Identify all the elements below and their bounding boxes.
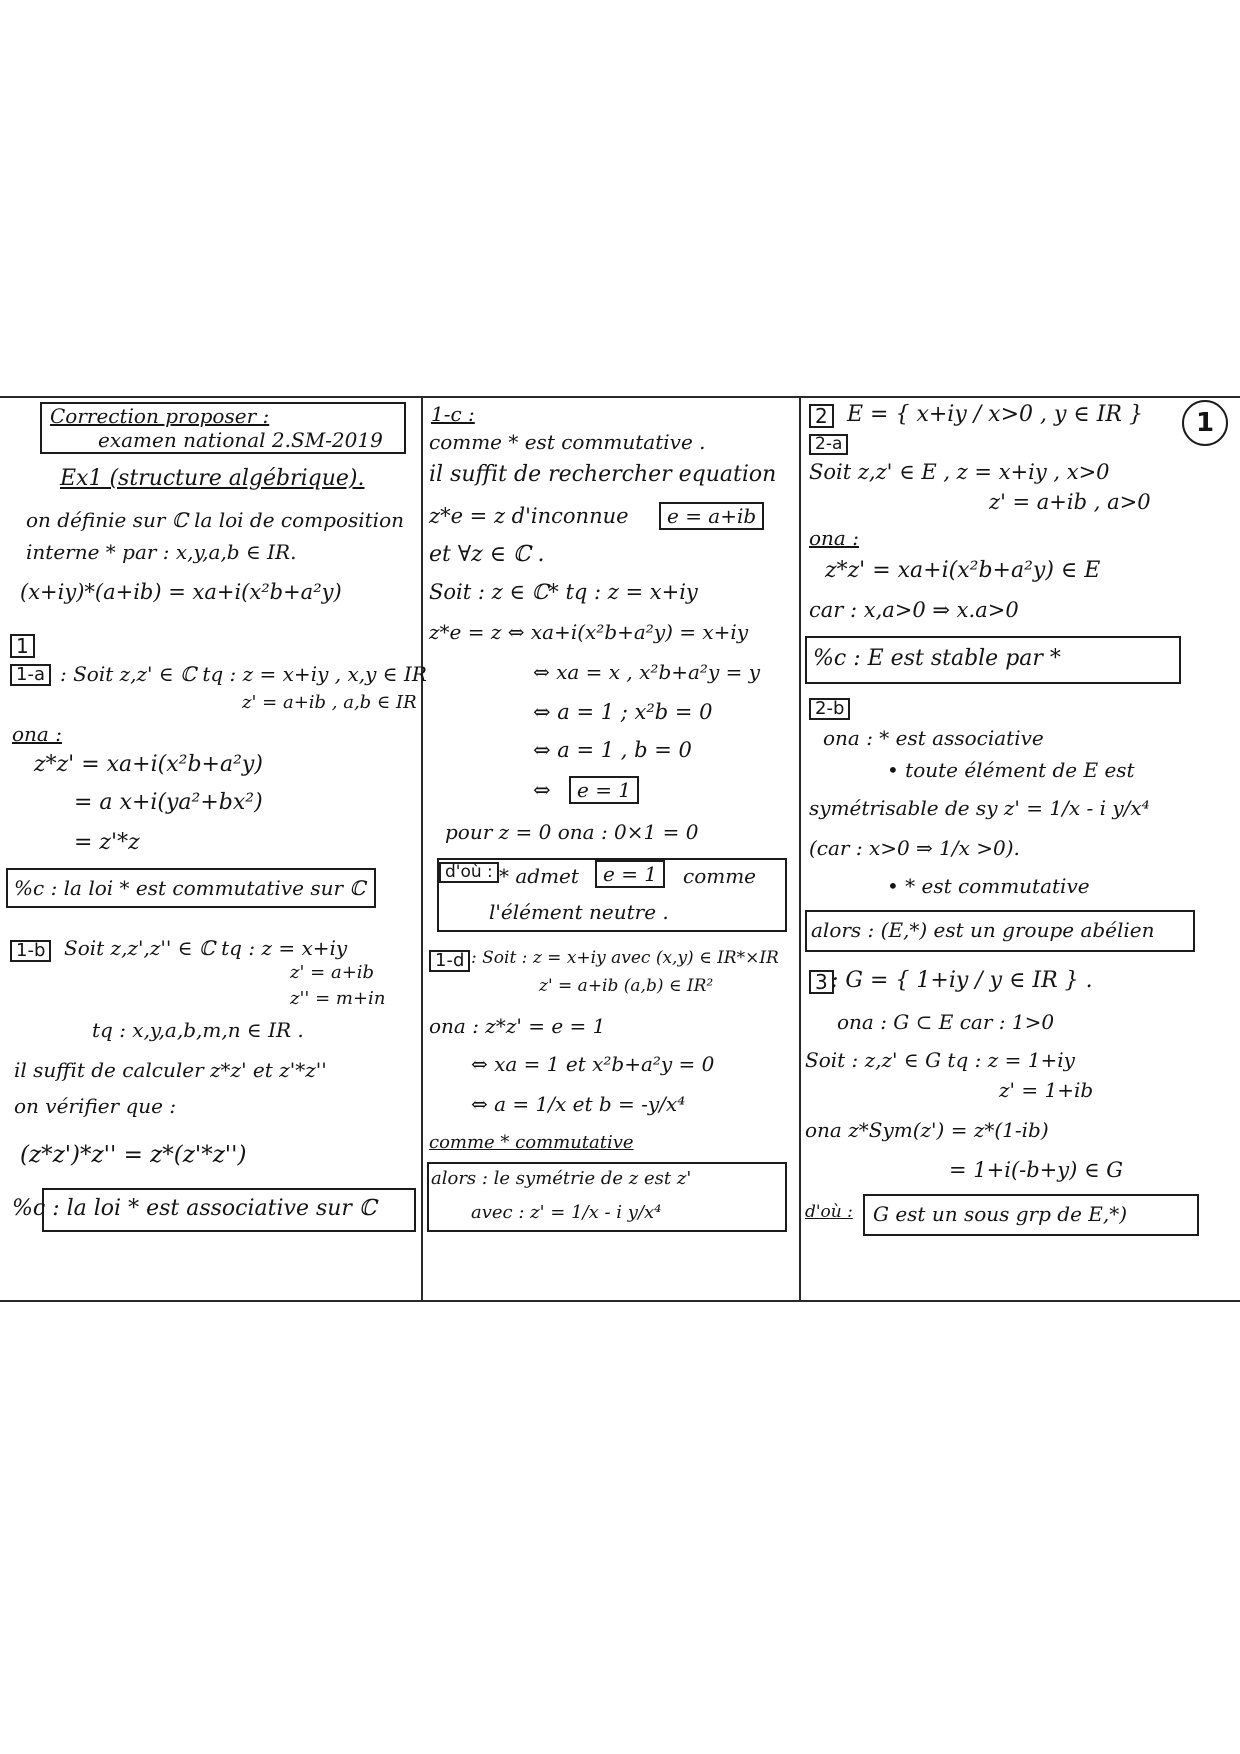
symmetric-step-1: ⇔ xa = 1 et x²b+a²y = 0 [471,1052,715,1076]
equation-inconnue: z*e = z d'inconnue [429,504,629,528]
element-note: • toute élément de E est [887,758,1135,782]
dou-tag-1: d'où : [439,862,499,883]
exam-correction-sheet [0,396,1240,1302]
intro-line-1: on définie sur ℂ la loi de composition [26,508,404,532]
commutative-note: • * est commutative [887,874,1090,898]
neutral-element-form: e = a+ib [659,502,764,530]
question-tag-1d: 1-d [429,950,470,972]
header-line-1: Correction proposer : [50,404,270,428]
calc-line-2: = a x+i(ya²+bx²) [74,790,263,815]
verifier-line: on vérifier que : [14,1094,177,1118]
set-G-definition: : G = { 1+iy / y ∈ IR } . [831,968,1093,993]
car-positive: car : x,a>0 ⇒ x.a>0 [809,598,1019,622]
soit-E-line-2: z' = a+ib , a>0 [989,490,1151,514]
dou-label-right: d'où : [805,1202,853,1222]
soit-G-line-1: Soit : z,z' ∈ G tq : z = 1+iy [805,1048,1075,1072]
ona-label-3: ona : [809,526,859,550]
exercise-title: Ex1 (structure algébrique). [60,466,365,491]
q1b-line-3: z'' = m+in [290,988,386,1009]
associative-note: ona : * est associative [823,726,1044,750]
comme-line: comme * est commutative . [429,430,706,454]
question-tag-1a: 1-a [10,664,51,686]
middle-column [423,398,801,1300]
car-inverse-note: (car : x>0 ⇒ 1/x >0). [809,836,1020,860]
suffit-line: il suffit de calculer z*z' et z'*z'' [14,1058,327,1082]
neutral-element-box: e = 1 [595,860,665,888]
solve-step-1: z*e = z ⇔ xa+i(x²b+a²y) = x+iy [429,620,749,644]
sym-product-line-1: ona z*Sym(z') = z*(1-ib) [805,1118,1049,1142]
calc-line-1: z*z' = xa+i(x²b+a²y) [34,752,263,777]
soit-G-line-2: z' = 1+ib [999,1078,1094,1102]
ona-label-2: ona : z*z' = e = 1 [429,1014,606,1038]
pour-z-zero: pour z = 0 ona : 0×1 = 0 [445,820,699,844]
solve-step-2: ⇔ xa = x , x²b+a²y = y [533,660,761,684]
q1b-line-2: z' = a+ib [290,962,375,983]
solve-step-4: ⇔ a = 1 , b = 0 [533,738,692,762]
intro-line-2: interne * par : x,y,a,b ∈ IR. [26,540,297,564]
G-subset-E: ona : G ⊂ E car : 1>0 [837,1010,1055,1034]
q1b-line-4: tq : x,y,a,b,m,n ∈ IR . [92,1018,304,1042]
alors-symmetric: alors : le symétrie de z est z' [431,1168,692,1189]
q1a-line-2: z' = a+ib , a,b ∈ IR [242,692,417,713]
symmetric-soit-2: z' = a+ib (a,b) ∈ IR² [539,976,714,996]
question-tag-1c: 1-c : [431,402,475,426]
calc-line-3: = z'*z [74,830,140,855]
product-in-E: z*z' = xa+i(x²b+a²y) ∈ E [825,558,1101,583]
header-line-2: examen national 2.SM-2019 [98,428,383,452]
soit-E-line-1: Soit z,z' ∈ E , z = x+iy , x>0 [809,460,1110,484]
q1b-line-1: Soit z,z',z'' ∈ ℂ tq : z = x+iy [64,936,348,960]
conclusion-associative: %c : la loi * est associative sur ℂ [12,1196,377,1221]
solve-step-5-arrow: ⇔ [533,778,551,802]
question-tag-2: 2 [809,404,834,428]
conclusion-abelian: alors : (E,*) est un groupe abélien [811,918,1155,942]
question-tag-2b: 2-b [809,698,850,720]
page-number-badge: 1 [1182,400,1228,446]
admet-text: * admet [499,864,579,888]
avec-symmetric: avec : z' = 1/x - i y/x⁴ [471,1202,662,1223]
comme-commutative: comme * commutative [429,1132,634,1153]
set-E-definition: E = { x+iy / x>0 , y ∈ IR } [847,402,1143,427]
symmetric-step-2: ⇔ a = 1/x et b = -y/x⁴ [471,1092,686,1116]
composition-law: (x+iy)*(a+ib) = xa+i(x²b+a²y) [20,580,342,604]
solve-step-5-result: e = 1 [569,776,639,804]
element-neutre-text: l'élément neutre . [489,900,669,924]
right-column [801,398,1237,1300]
soit-line: Soit : z ∈ ℂ* tq : z = x+iy [429,580,698,604]
question-tag-2a: 2-a [809,434,848,455]
q1a-line-1: : Soit z,z' ∈ ℂ tq : z = x+iy , x,y ∈ IR [60,662,427,686]
symmetric-soit-1: : Soit : z = x+iy avec (x,y) ∈ IR*×IR [471,948,779,968]
comme-text: comme [683,864,757,888]
left-column [6,398,427,1300]
associativity-equation: (z*z')*z'' = z*(z'*z'') [20,1142,247,1168]
symetrisable-note: symétrisable de sy z' = 1/x - i y/x⁴ [809,796,1150,820]
conclusion-stable: %c : E est stable par * [813,646,1061,671]
for-all-z: et ∀z ∈ ℂ . [429,542,545,567]
question-tag-1: 1 [10,634,35,658]
conclusion-subgroup: G est un sous grp de E,*) [873,1202,1128,1226]
solve-step-3: ⇔ a = 1 ; x²b = 0 [533,700,713,724]
ona-label-1: ona : [12,722,62,746]
sym-product-line-2: = 1+i(-b+y) ∈ G [949,1158,1123,1182]
conclusion-commutative: %c : la loi * est commutative sur ℂ [14,876,366,900]
suffit-equation-line: il suffit de rechercher equation [429,462,777,487]
question-tag-1b: 1-b [10,940,51,962]
question-tag-3: 3 [809,970,834,994]
